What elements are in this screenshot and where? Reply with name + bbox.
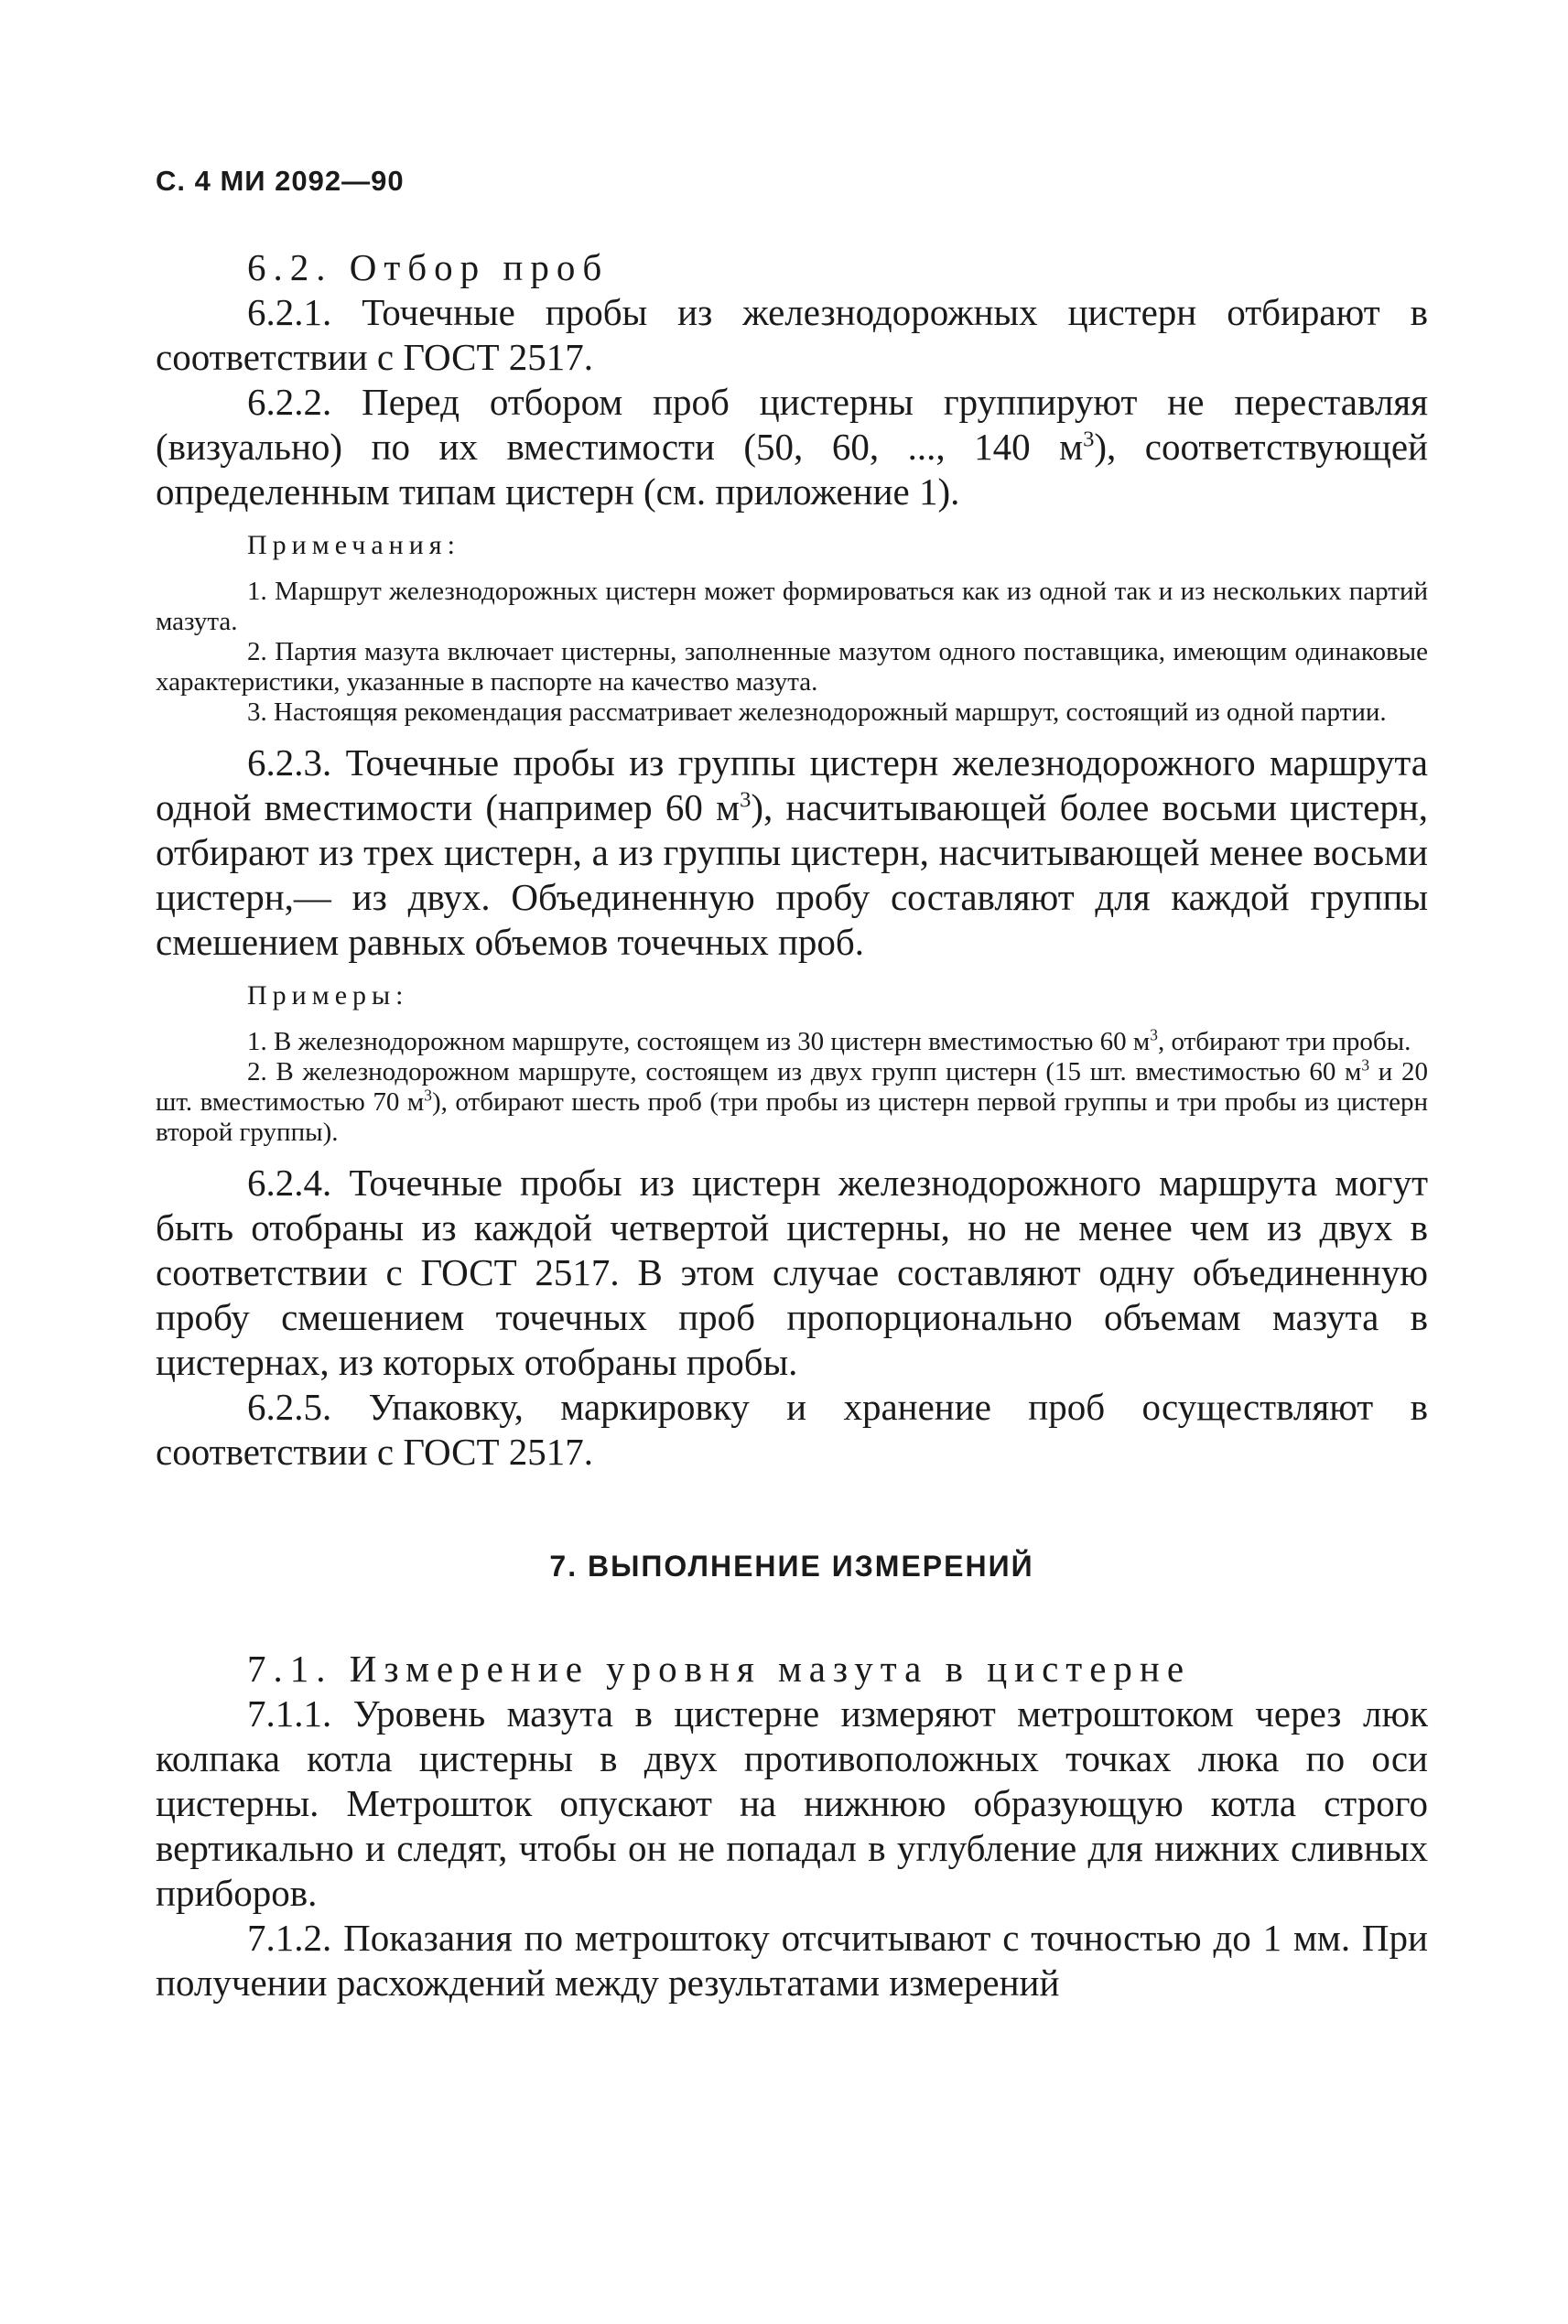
example-item [156,1057,1428,1148]
example-1-text: 1. В железнодорожном маршруте, состоящем из 30 цистерн вместимостью 60 м [247,1027,1151,1056]
paragraph-6-2-2 [156,380,1428,514]
paragraph-6-2-3 [156,740,1428,965]
section-7-title: 7. ВЫПОЛНЕНИЕ ИЗМЕРЕНИЙ [549,1550,1034,1583]
paragraph-7-1-2: 7.1.2. Показания по метроштоку отсчитывают с точностью до 1 мм. При получении расхождений между результатами измерений [156,1917,1428,2004]
examples-label: Примеры: [247,980,409,1011]
paragraph-6-2-2-text-end: ), соответствующей определенным типам цистерн (см. приложение 1). [156,426,1428,513]
superscript-3: 3 [1150,1025,1158,1044]
notes-label: Примечания: [247,530,460,560]
paragraph-6-2-3-text: 6.2.3. Точечные пробы из группы цистерн железнодорожного маршрута одной вместимости (например 60 м [156,741,1428,828]
example-item [156,1027,1428,1057]
heading-7-1: 7.1. Измерение уровня мазута в цистерне [247,1648,1192,1690]
example-2-text-b: и 20 шт. вместимостью 70 м [156,1057,1428,1117]
superscript-3: 3 [740,787,752,813]
paragraph-6-2-4: 6.2.4. Точечные пробы из цистерн железнодорожного маршрута могут быть отобраны из каждой четвертой цистерны, но не менее чем из двух в соответствии с ГОСТ 2517. В этом случае составляют одну объединенную пробу смешением точечных проб пропорционально объемам мазута в цистернах, из которых отобраны пробы. [156,1162,1428,1383]
example-2-text-c: ), отбирают шесть проб (три пробы из цистерн первой группы и три пробы из цистерн второй группы). [156,1087,1428,1147]
document-page [156,0,1428,2324]
paragraph-6-2-1: 6.2.1. Точечные пробы из железнодорожных цистерн отбирают в соответствии с ГОСТ 2517. [156,291,1428,378]
superscript-3: 3 [424,1086,432,1105]
note-item: 2. Партия мазута включает цистерны, заполненные мазутом одного поставщика, имеющим одинаковые характеристики, указанные в паспорте на качество мазута. [156,637,1428,697]
page-content [156,245,1428,2005]
note-item: 3. Настоящяя рекомендация рассматривает железнодорожный маршрут, состоящий из одной партии. [247,697,1387,727]
paragraph-6-2-5: 6.2.5. Упаковку, маркировку и хранение проб осуществляют в соответствии с ГОСТ 2517. [156,1386,1428,1473]
paragraph-6-2-3-text-end: ), насчитывающей более восьми цистерн, отбирают из трех цистерн, а из группы цистерн, насчитывающей менее восьми цистерн,— из двух. Объединенную пробу составляют для каждой группы смешением равных объемов точечных проб. [156,786,1429,963]
page-header: С. 4 МИ 2092—90 [156,165,405,197]
examples-list [156,1027,1428,1148]
superscript-3: 3 [1361,1055,1370,1075]
paragraph-6-2-2-text: 6.2.2. Перед отбором проб цистерны группируют не переставляя (визуально) по их вместимости (50, 60, ..., 140 м [156,381,1428,468]
paragraph-7-1-1: 7.1.1. Уровень мазута в цистерне измеряют метроштоком через люк колпака котла цистерны в двух противоположных точках люка по оси цистерны. Метрошток опускают на нижнюю образующую котла строго вертикально и следят, чтобы он не попадал в углубление для нижних сливных приборов. [156,1692,1428,1914]
example-1-text-end: , отбирают три пробы. [1157,1027,1411,1056]
heading-6-2: 6.2. Отбор проб [247,246,610,288]
notes-list [156,577,1428,728]
note-item: 1. Маршрут железнодорожных цистерн может формироваться как из одной так и из нескольких партий мазута. [156,577,1428,636]
superscript-3: 3 [1083,427,1095,452]
example-2-text-a: 2. В железнодорожном маршруте, состоящем из двух групп цистерн (15 шт. вместимостью 60 м [247,1057,1362,1086]
